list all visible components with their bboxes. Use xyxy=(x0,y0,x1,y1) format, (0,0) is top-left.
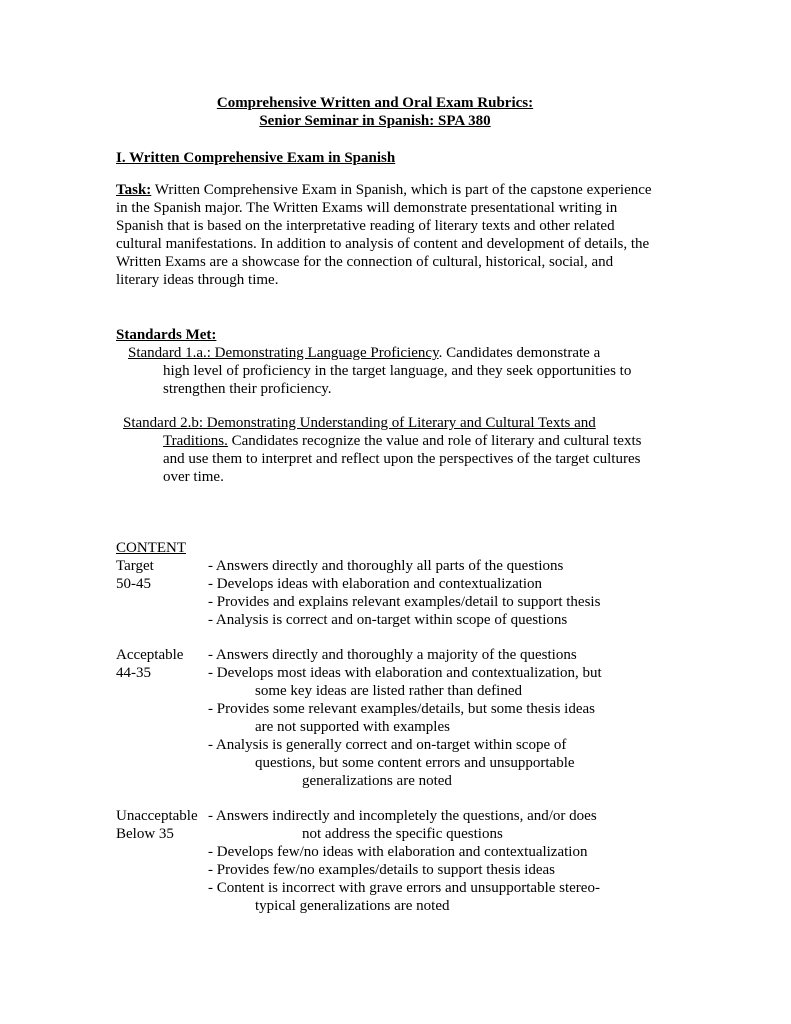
task-line: literary ideas through time. xyxy=(116,272,279,288)
standard-2-line xyxy=(163,432,641,450)
standard-1-text: . Candidates demonstrate a xyxy=(438,345,601,361)
standards-heading: Standards Met: xyxy=(116,327,217,343)
standard-2-text: Candidates recognize the value and role of literary and cultural texts xyxy=(227,433,642,449)
standard-2-line: over time. xyxy=(163,469,224,485)
task-line: Written Exams are a showcase for the connection of cultural, historical, social, and xyxy=(116,254,614,270)
criterion-line: - Analysis is generally correct and on-target within scope of xyxy=(208,737,567,753)
standard-2-line: and use them to interpret and reflect upon the perspectives of the target cultures xyxy=(163,451,641,467)
criterion-line: - Answers indirectly and incompletely the questions, and/or does xyxy=(208,808,597,824)
standard-1-title: Standard 1.a.: Demonstrating Language Proficiency xyxy=(128,345,439,361)
criterion-line: not address the specific questions xyxy=(302,826,503,842)
title-line-1: Comprehensive Written and Oral Exam Rubrics: xyxy=(216,95,534,111)
criterion-line: - Develops most ideas with elaboration and contextualization, but xyxy=(208,665,602,681)
criterion-line: typical generalizations are noted xyxy=(255,898,450,914)
task-label: Task: xyxy=(116,182,152,198)
criterion-line: - Provides and explains relevant examples/detail to support thesis xyxy=(208,594,601,610)
standard-2-title: Standard 2.b: Demonstrating Understanding of Literary and Cultural Texts and xyxy=(123,415,596,431)
criterion-line: - Answers directly and thoroughly all parts of the questions xyxy=(208,558,564,574)
criterion-line: - Analysis is correct and on-target within scope of questions xyxy=(208,612,568,628)
criterion-line: - Content is incorrect with grave errors and unsupportable stereo- xyxy=(208,880,600,896)
task-line xyxy=(116,181,652,199)
level-score: 44-35 xyxy=(116,665,151,681)
criterion-line: - Provides few/no examples/details to support thesis ideas xyxy=(208,862,556,878)
criterion-line: some key ideas are listed rather than defined xyxy=(255,683,522,699)
level-score: 50-45 xyxy=(116,576,151,592)
criterion-line: - Answers directly and thoroughly a majority of the questions xyxy=(208,647,577,663)
standard-1-line: strengthen their proficiency. xyxy=(163,381,332,397)
title-line-2: Senior Seminar in Spanish: SPA 380 xyxy=(259,113,491,129)
task-line: in the Spanish major. The Written Exams will demonstrate presentational writing in xyxy=(116,200,618,216)
criterion-line: are not supported with examples xyxy=(255,719,450,735)
level-label: Unacceptable xyxy=(116,808,198,824)
task-line: Spanish that is based on the interpretative reading of literary texts and other related xyxy=(116,218,615,234)
criterion-line: - Develops ideas with elaboration and contextualization xyxy=(208,576,543,592)
level-score: Below 35 xyxy=(116,826,174,842)
standard-1-line xyxy=(128,344,600,362)
rubric-heading: CONTENT xyxy=(116,540,186,556)
task-line: cultural manifestations. In addition to analysis of content and development of details, the xyxy=(116,236,650,252)
criterion-line: generalizations are noted xyxy=(302,773,452,789)
level-label: Target xyxy=(116,558,154,574)
task-text: Written Comprehensive Exam in Spanish, which is part of the capstone experience xyxy=(151,182,652,198)
criterion-line: questions, but some content errors and unsupportable xyxy=(255,755,575,771)
standard-1-line: high level of proficiency in the target language, and they seek opportunities to xyxy=(163,363,632,379)
standard-2-title-cont: Traditions. xyxy=(163,433,228,449)
criterion-line: - Provides some relevant examples/details, but some thesis ideas xyxy=(208,701,595,717)
criterion-line: - Develops few/no ideas with elaboration and contextualization xyxy=(208,844,588,860)
section-heading: I. Written Comprehensive Exam in Spanish xyxy=(116,150,396,166)
level-label: Acceptable xyxy=(116,647,184,663)
